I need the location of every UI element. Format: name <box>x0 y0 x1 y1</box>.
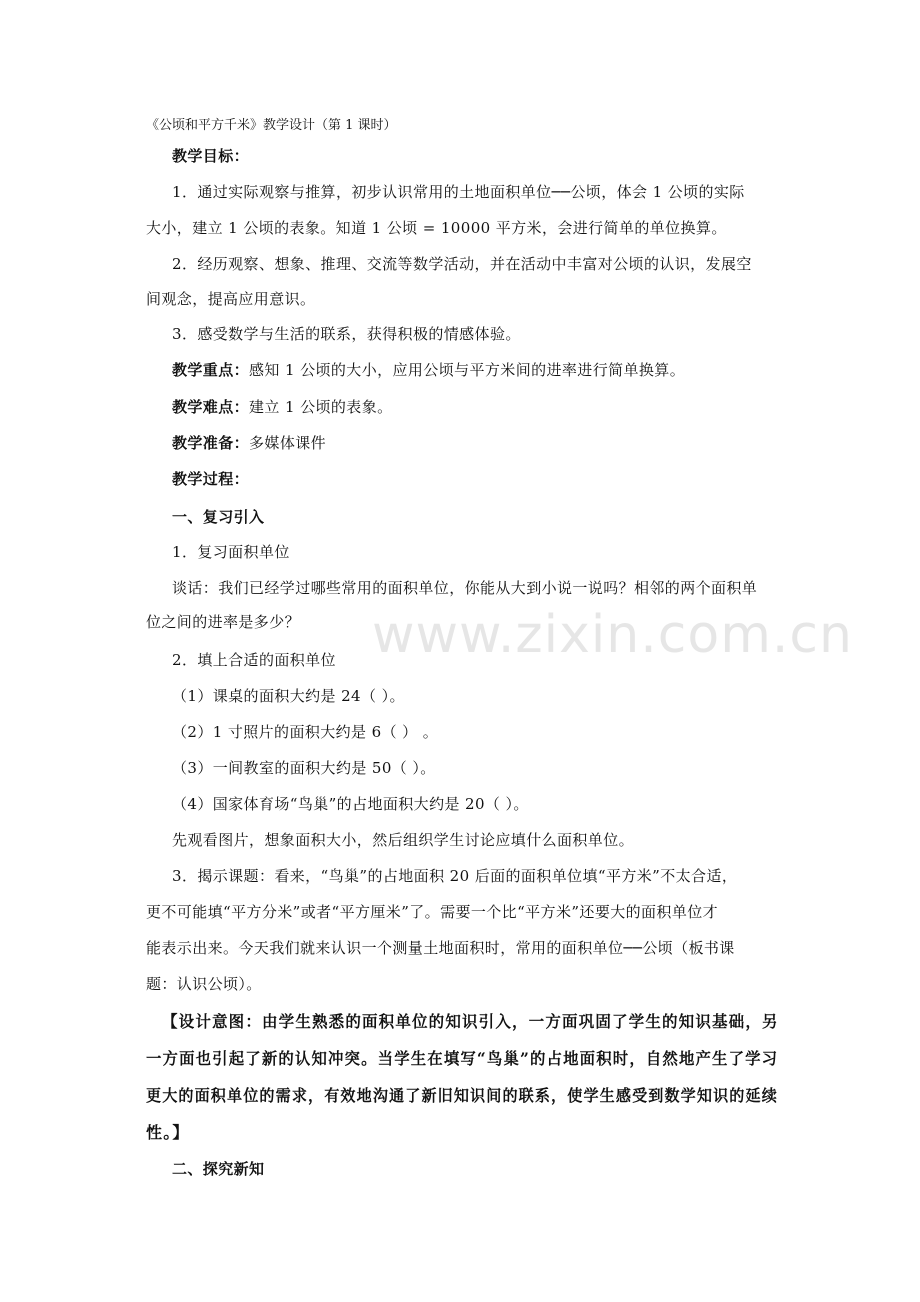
difficulty-point <box>172 397 393 417</box>
key-point <box>172 360 685 380</box>
section-2-heading: 二、探究新知 <box>172 1160 265 1178</box>
question-1: （1）课桌的面积大约是 24（ ）。 <box>172 687 405 705</box>
goal-1-line-2: 大小，建立 1 公顷的表象。知道 1 公顷 = 10000 平方米，会进行简单的单位换算。 <box>146 219 727 237</box>
observe-instruction: 先观看图片，想象面积大小，然后组织学生讨论应填什么面积单位。 <box>172 831 635 849</box>
design-intent-line-4: 性。】 <box>146 1123 190 1142</box>
reveal-line-4: 题：认识公顷）。 <box>146 975 262 993</box>
design-intent-line-1: 【设计意图：由学生熟悉的面积单位的知识引入，一方面巩固了学生的知识基础，另 <box>162 1012 779 1031</box>
reveal-line-3: 能表示出来。今天我们就来认识一个测量土地面积时，常用的面积单位──公顷（板书课 <box>146 939 735 957</box>
key-point-label: 教学重点： <box>172 361 250 379</box>
preparation-text: 多媒体课件 <box>249 434 327 452</box>
talk-line-2: 位之间的进率是多少？ <box>146 613 301 631</box>
preparation <box>172 433 326 453</box>
reveal-line-2: 更不可能填“平方分米”或者“平方厘米”了。需要一个比“平方米”还要大的面积单位才 <box>146 903 719 921</box>
goals-heading: 教学目标： <box>172 147 250 165</box>
question-4: （4）国家体育场“鸟巢”的占地面积大约是 20（ ）。 <box>172 795 529 813</box>
process-heading: 教学过程： <box>172 470 250 488</box>
question-3: （3）一间教室的面积大约是 50（ ）。 <box>172 759 436 777</box>
design-intent-line-3: 更大的面积单位的需求，有效地沟通了新旧知识间的联系，使学生感受到数学知识的延续 <box>146 1086 778 1105</box>
talk-line-1: 谈话：我们已经学过哪些常用的面积单位，你能从大到小说一说吗？相邻的两个面积单 <box>172 579 758 597</box>
section-1-heading: 一、复习引入 <box>172 508 265 526</box>
goal-2-line-1: 2．经历观察、想象、推理、交流等数学活动，并在活动中丰富对公顷的认识，发展空 <box>172 255 752 273</box>
difficulty-label: 教学难点： <box>172 398 250 416</box>
key-point-text: 感知 1 公顷的大小，应用公顷与平方米间的进率进行简单换算。 <box>249 361 686 379</box>
design-intent-line-2: 一方面也引起了新的认知冲突。当学生在填写“鸟巢”的占地面积时，自然地产生了学习 <box>146 1049 779 1068</box>
difficulty-text: 建立 1 公顷的表象。 <box>249 398 393 416</box>
goal-3: 3．感受数学与生活的联系，获得积极的情感体验。 <box>172 325 521 343</box>
preparation-label: 教学准备： <box>172 434 250 452</box>
watermark: www.zixin.com.cn <box>372 605 853 665</box>
goal-1-line-1: 1．通过实际观察与推算，初步认识常用的土地面积单位──公顷，体会 1 公顷的实际 <box>172 183 745 201</box>
question-2: （2）1 寸照片的面积大约是 6（ ） 。 <box>172 723 439 741</box>
review-heading: 1．复习面积单位 <box>172 543 290 561</box>
goal-2-line-2: 间观念，提高应用意识。 <box>146 290 316 308</box>
fill-heading: 2．填上合适的面积单位 <box>172 651 336 669</box>
reveal-line-1: 3．揭示课题：看来，“鸟巢”的占地面积 20 后面的面积单位填“平方米”不太合适， <box>172 867 738 885</box>
document-title: 《公顷和平方千米》教学设计（第 1 课时） <box>146 118 397 133</box>
